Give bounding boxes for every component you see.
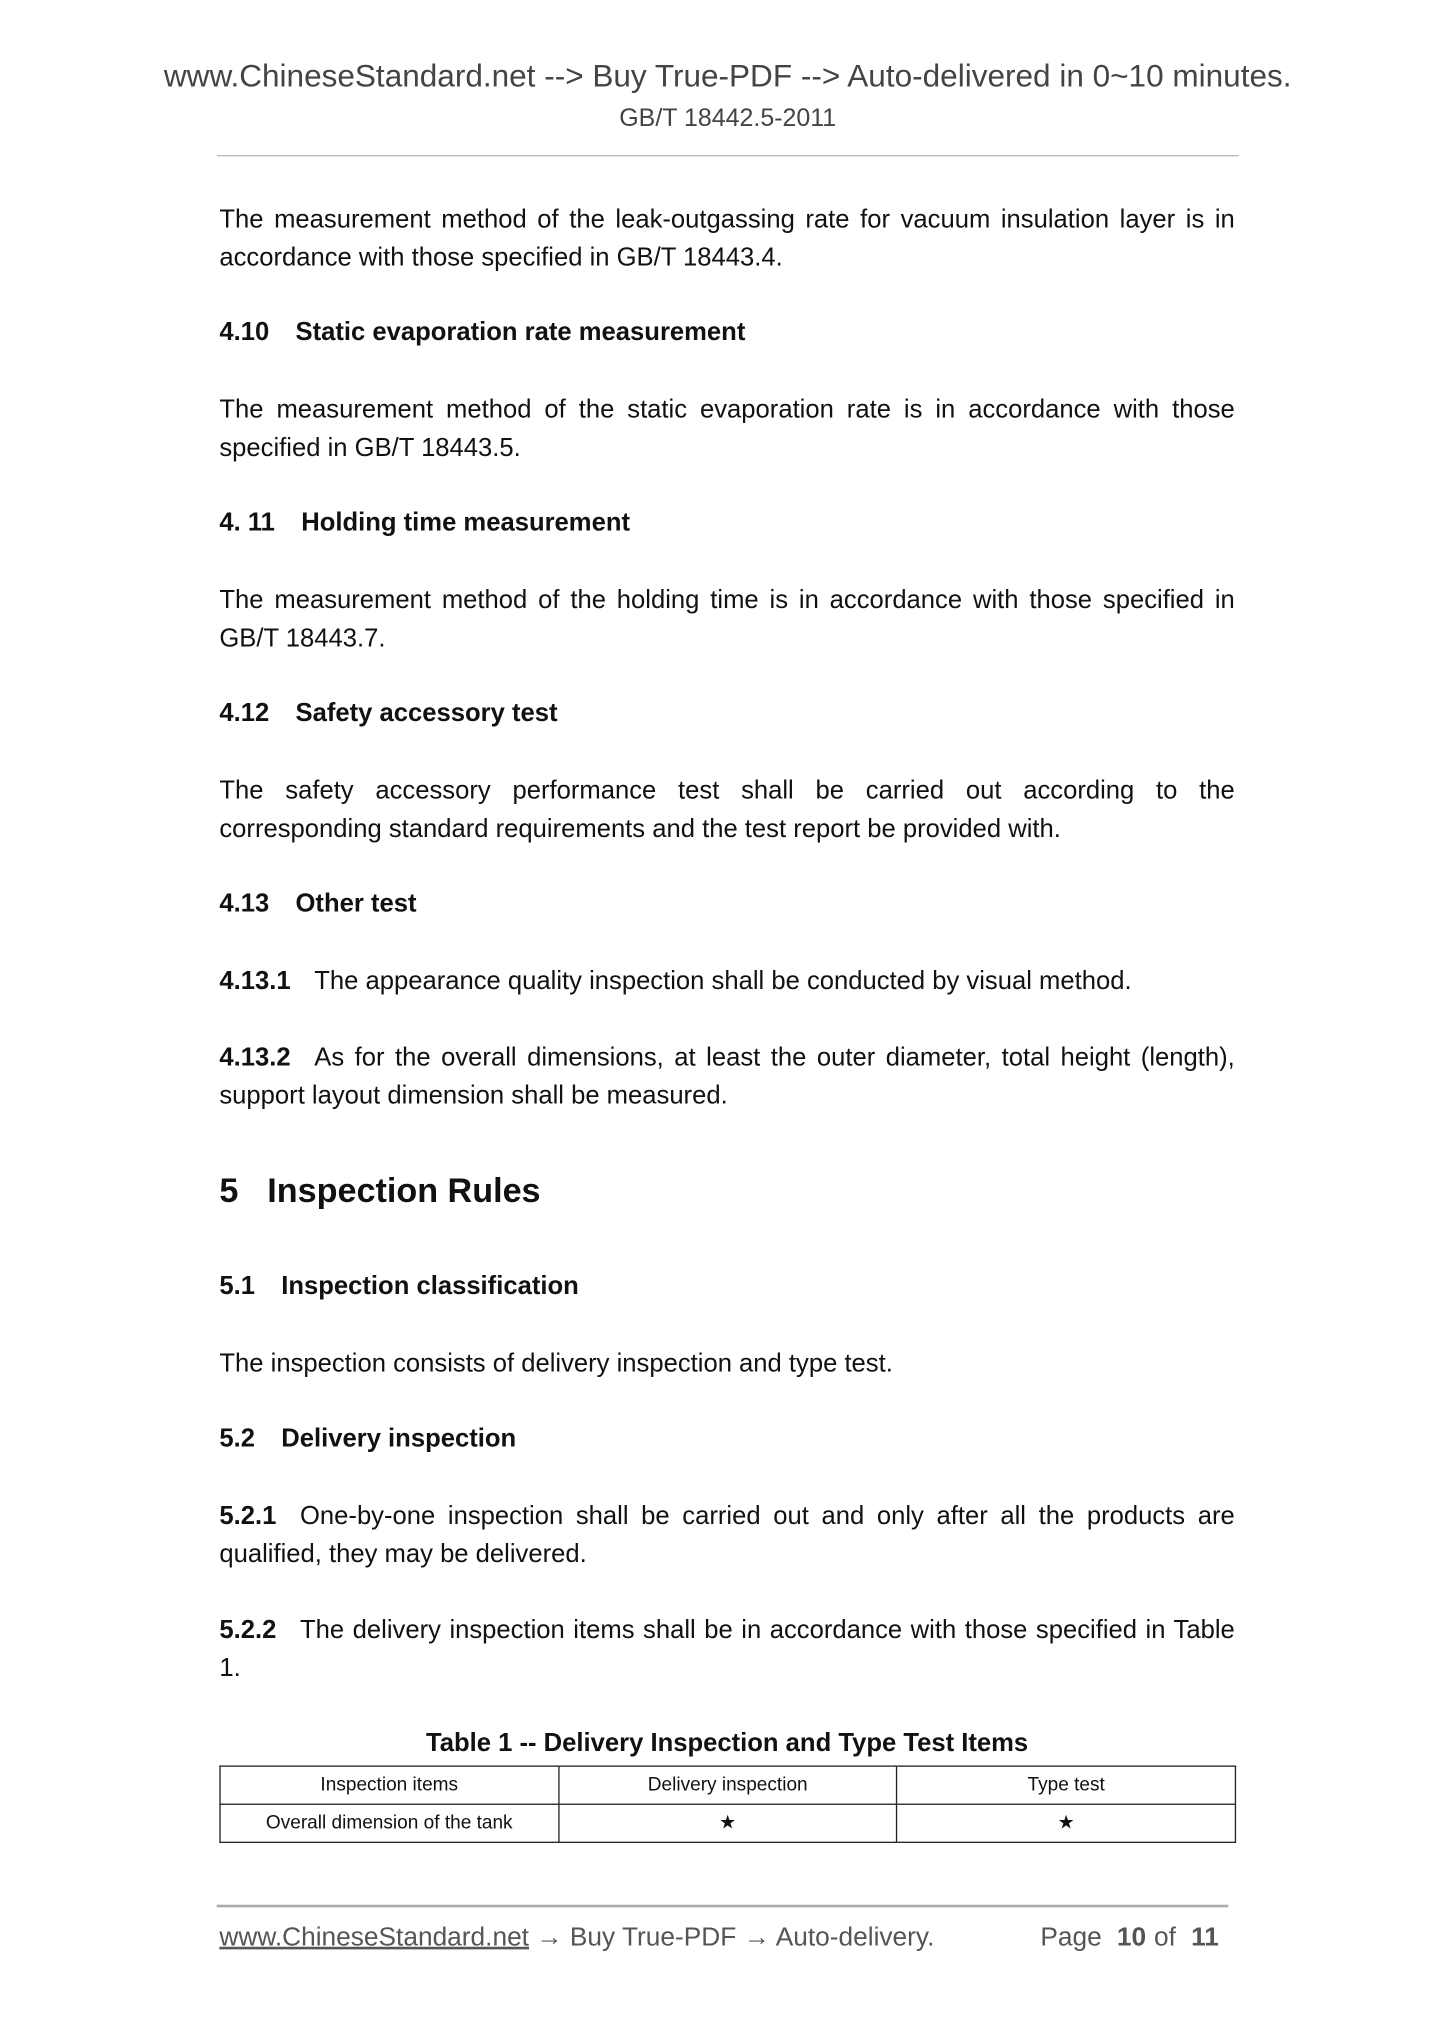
clause-4-13-2: 4.13.2 As for the overall dimensions, at least the outer diameter, total height (length), support layout dimension shall be measured. bbox=[219, 1042, 1235, 1110]
clause-5-2-2: 5.2.2 The delivery inspection items shall be in accordance with those specified in Table 1. bbox=[219, 1615, 1235, 1683]
paragraph: The safety accessory performance test shall be carried out according to the corresponding standard requirements and the test report be provided with. bbox=[219, 776, 1235, 844]
chapter-heading-5: 5 Inspection Rules bbox=[219, 1170, 541, 1210]
star-mark: ★ bbox=[897, 1804, 1235, 1842]
column-header: Delivery inspection bbox=[558, 1766, 896, 1804]
header-divider bbox=[217, 155, 1239, 156]
section-heading-4-13: 4.13 Other test bbox=[219, 889, 417, 919]
paragraph: The measurement method of the leak-outgassing rate for vacuum insulation layer is in accordance with those specified in GB/T 18443.4. bbox=[219, 204, 1235, 272]
paragraph: The measurement method of the holding time is in accordance with those specified in GB/T 18443.7. bbox=[219, 585, 1235, 653]
section-heading-5-2: 5.2 Delivery inspection bbox=[219, 1423, 517, 1453]
inspection-items-table bbox=[219, 1765, 1236, 1843]
section-heading-5-1: 5.1 Inspection classification bbox=[219, 1271, 579, 1301]
section-heading-4-11: 4. 11 Holding time measurement bbox=[219, 508, 631, 538]
star-mark: ★ bbox=[558, 1804, 896, 1842]
footer-text: www.ChineseStandard.net → Buy True-PDF → Auto-delivery. bbox=[219, 1923, 935, 1953]
page-number: Page 10 of 11 bbox=[1040, 1923, 1219, 1953]
section-heading-4-10: 4.10 Static evaporation rate measurement bbox=[219, 317, 746, 347]
column-header: Type test bbox=[897, 1766, 1235, 1804]
footer-link[interactable]: www.ChineseStandard.net bbox=[219, 1923, 529, 1953]
clause-4-13-1: 4.13.1 The appearance quality inspection shall be conducted by visual method. bbox=[219, 966, 1132, 996]
table-cell: Overall dimension of the tank bbox=[220, 1804, 558, 1842]
footer-divider bbox=[217, 1905, 1228, 1907]
standard-number: GB/T 18442.5-2011 bbox=[619, 105, 837, 133]
table-title: Table 1 -- Delivery Inspection and Type Test Items bbox=[426, 1728, 1029, 1758]
table-row bbox=[220, 1804, 1235, 1842]
clause-5-2-1: 5.2.1 One-by-one inspection shall be carried out and only after all the products are qualified, they may be delivered. bbox=[219, 1501, 1235, 1569]
section-heading-4-12: 4.12 Safety accessory test bbox=[219, 698, 558, 728]
paragraph: The inspection consists of delivery inspection and type test. bbox=[219, 1349, 893, 1378]
column-header: Inspection items bbox=[220, 1766, 558, 1804]
header-banner: www.ChineseStandard.net --> Buy True-PDF --> Auto-delivered in 0~10 minutes. bbox=[163, 59, 1292, 95]
table-header-row bbox=[220, 1766, 1235, 1804]
paragraph: The measurement method of the static evaporation rate is in accordance with those specified in GB/T 18443.5. bbox=[219, 395, 1235, 463]
